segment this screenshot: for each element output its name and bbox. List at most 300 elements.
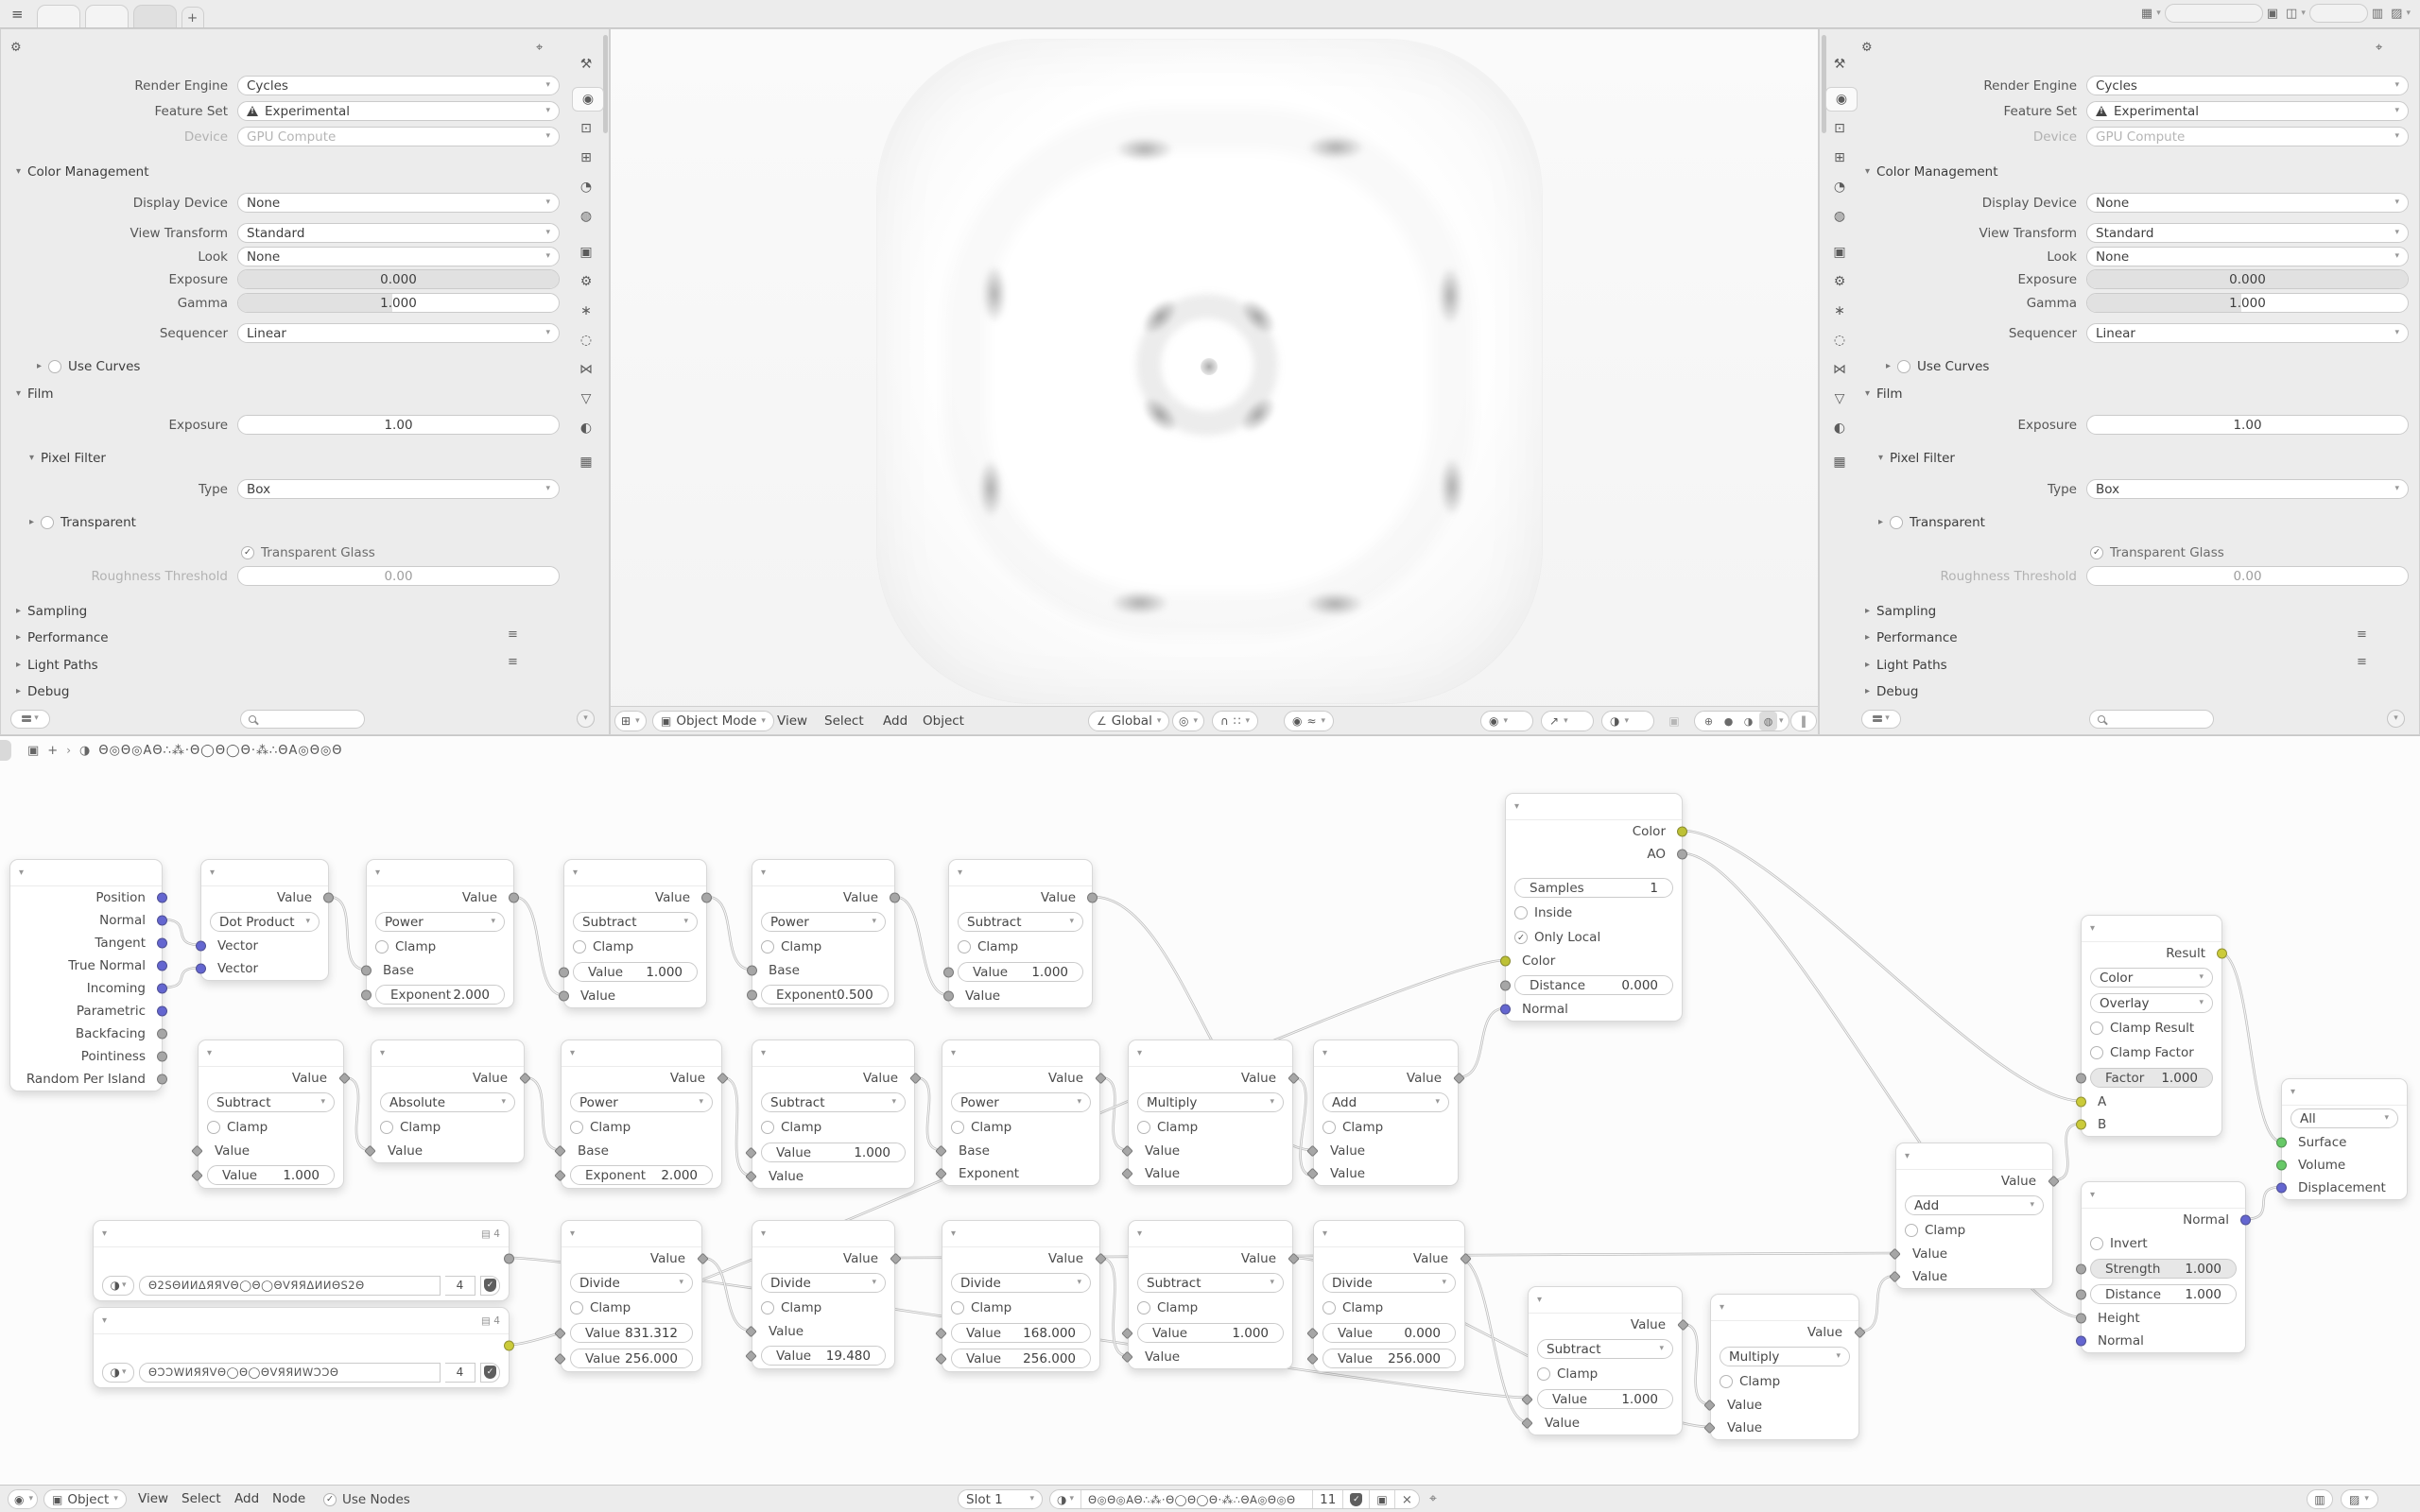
socket-out-value[interactable] [890, 1253, 902, 1265]
props-tab-particles-r[interactable]: ∗ [1834, 303, 1845, 318]
workspace-tab-2[interactable] [85, 5, 129, 27]
node-math-subtract-3[interactable] [198, 1040, 344, 1189]
enum-select-power[interactable]: Power ▾ [761, 912, 886, 932]
node-header-math-subtract-1[interactable] [564, 860, 706, 886]
enum-select-subtract[interactable]: Subtract ▾ [573, 912, 698, 932]
socket-out-backfacing[interactable] [157, 1029, 167, 1040]
section-pixel-filter-r[interactable]: ▾ Pixel Filter [1878, 448, 1955, 469]
socket-in-value[interactable] [745, 1349, 757, 1362]
socket-out-incoming[interactable] [157, 984, 167, 994]
socket-in-value[interactable] [1521, 1393, 1533, 1405]
props-tab-render-l[interactable]: ◉ [572, 87, 604, 112]
socket-in-base[interactable] [935, 1145, 947, 1158]
number-field-value[interactable]: Value 1.000 [207, 1165, 335, 1185]
editor-type-button[interactable]: ⊞ ▾ [614, 711, 647, 731]
number-field-value[interactable]: Value 1.000 [573, 962, 698, 982]
collapse-icon[interactable]: ▾ [375, 867, 381, 878]
enum-select-absolute[interactable]: Absolute ▾ [380, 1092, 515, 1112]
props-tab-particles-l[interactable]: ∗ [580, 303, 592, 318]
socket-in-vector[interactable] [196, 964, 206, 974]
select-display-device-r[interactable]: None ▾ [2086, 193, 2409, 213]
checkbox-clamp[interactable]: Clamp [761, 1300, 821, 1315]
socket-in-value[interactable] [559, 991, 569, 1002]
socket-in-value[interactable] [745, 1146, 757, 1159]
menu-select[interactable]: Select [824, 713, 864, 729]
props-tab-output-l[interactable]: ⊡ [580, 121, 592, 136]
number-field-value[interactable]: Value 1.000 [1537, 1389, 1673, 1409]
socket-in-value[interactable] [1521, 1418, 1533, 1430]
editor-type-button-shader[interactable]: ◉ ▾ [8, 1489, 38, 1509]
enum-select-add[interactable]: Add ▾ [1905, 1195, 2044, 1215]
section-transparent-l[interactable]: ▸ Transparent [29, 512, 136, 533]
socket-in-value[interactable] [1306, 1352, 1319, 1365]
ne-menu-view[interactable]: View [138, 1491, 169, 1506]
socket-in-value[interactable] [191, 1145, 203, 1158]
props-tab-material-r[interactable]: ◐ [1833, 421, 1846, 436]
checkbox-clamp[interactable]: Clamp [375, 939, 436, 954]
number-field-value[interactable]: Value 256.000 [951, 1349, 1091, 1368]
number-field-value[interactable]: Value 831.312 [570, 1323, 693, 1343]
select-display-device-l[interactable]: None ▾ [237, 193, 560, 213]
props-tab-physics-l[interactable]: ◌ [579, 333, 593, 348]
node-math-subtract-5[interactable] [1128, 1220, 1293, 1369]
collapse-icon[interactable]: ▾ [207, 1047, 213, 1058]
section-transparent-r[interactable]: ▸ Transparent [1878, 512, 1985, 533]
collapse-icon[interactable]: ▾ [1137, 1228, 1143, 1239]
collapse-icon[interactable]: ▾ [570, 1047, 576, 1058]
socket-in-vector[interactable] [196, 941, 206, 952]
collapse-icon[interactable]: ▾ [2290, 1086, 2296, 1097]
socket-in-value[interactable] [943, 967, 954, 977]
shading-solid-icon[interactable]: ● [1723, 714, 1734, 728]
search-input-l[interactable] [240, 710, 365, 729]
socket-out-pointiness[interactable] [157, 1052, 167, 1062]
props-tab-world-l[interactable]: ◍ [579, 209, 593, 224]
checkbox-clamp[interactable]: Clamp [761, 1120, 821, 1135]
props-tab-constraints-r[interactable]: ⋈ [1833, 362, 1846, 377]
socket-out-value[interactable] [1288, 1073, 1300, 1085]
visibility-button[interactable]: ◉ ▾ [1480, 711, 1533, 731]
collapse-icon[interactable]: ▾ [570, 1228, 576, 1239]
node-header-math-add-1[interactable] [1314, 1040, 1458, 1067]
remove-view-layer-icon[interactable]: ▥ [2371, 6, 2384, 21]
number-field-value[interactable]: Value 256.000 [570, 1349, 693, 1368]
enum-select-divide[interactable]: Divide ▾ [1322, 1273, 1456, 1293]
checkbox-clamp[interactable]: Clamp [1537, 1366, 1598, 1382]
socket-in-value[interactable] [745, 1171, 757, 1183]
number-field-value[interactable]: Value 1.000 [1137, 1323, 1284, 1343]
material-name-field[interactable]: Θ◎Θ◎AΘ∴⁂·Θ◯Θ◯Θ·⁂∴ΘA◎Θ◎Θ [1088, 1492, 1296, 1506]
node-math-multiply-1[interactable] [1128, 1040, 1293, 1186]
node-ambient-occlusion[interactable] [1505, 793, 1683, 1022]
props-tab-scene-l[interactable]: ◔ [579, 180, 593, 195]
enum-select-multiply[interactable]: Multiply ▾ [1137, 1092, 1284, 1112]
socket-out-color[interactable] [1677, 827, 1687, 837]
socket-out-value[interactable] [1460, 1253, 1472, 1265]
socket-in-value[interactable] [559, 967, 569, 977]
section-performance-r[interactable]: ▸ Performance [1865, 627, 1958, 648]
checkbox-clamp[interactable]: Clamp [1905, 1223, 1965, 1238]
collapse-icon[interactable]: ▾ [102, 1314, 108, 1326]
socket-in-value[interactable] [554, 1327, 566, 1339]
pin-icon-l[interactable]: ⌖ [536, 41, 544, 55]
socket-in-value[interactable] [1121, 1327, 1133, 1339]
socket-in-exponent[interactable] [361, 989, 372, 1000]
select-view-transform-r[interactable]: Standard ▾ [2086, 223, 2409, 243]
node-header-math-divide-3[interactable] [942, 1221, 1099, 1247]
socket-in-value[interactable] [1306, 1327, 1319, 1339]
image-browse-button[interactable] [102, 1363, 134, 1383]
ne-menu-add[interactable]: Add [234, 1491, 260, 1506]
field-roughness-threshold-r[interactable]: 0.00 [2086, 566, 2409, 586]
ne-option-button-2[interactable]: ▨ ▾ [2341, 1489, 2378, 1509]
node-image-texture-1[interactable] [93, 1220, 510, 1301]
socket-in-strength[interactable] [2076, 1263, 2086, 1274]
checkbox-use-curves-l[interactable] [48, 360, 61, 373]
node-header-image-texture-1[interactable] [94, 1221, 509, 1247]
select-type-l[interactable]: Box ▾ [237, 479, 560, 499]
filter-options-button-l[interactable] [10, 710, 50, 729]
socket-in-exponent[interactable] [747, 989, 757, 1000]
section-use-curves-r[interactable]: ▸ Use Curves [1886, 356, 1989, 377]
socket-in-height[interactable] [2076, 1314, 2086, 1324]
collapse-icon[interactable]: ▾ [19, 867, 25, 878]
socket-out-value[interactable] [1854, 1327, 1866, 1339]
socket-out-value[interactable] [519, 1073, 531, 1085]
filter-options-button-r[interactable] [1861, 710, 1901, 729]
socket-out-value[interactable] [701, 893, 712, 903]
checkbox-clamp[interactable]: Clamp [207, 1120, 268, 1135]
node-header-math-subtract-5[interactable] [1129, 1221, 1292, 1247]
props-tab-physics-r[interactable]: ◌ [1833, 333, 1846, 348]
number-field-strength[interactable]: Strength 1.000 [2090, 1259, 2237, 1279]
node-geometry[interactable] [9, 859, 163, 1091]
ne-menu-node[interactable]: Node [272, 1491, 306, 1506]
use-nodes-checkbox[interactable]: ✓ [323, 1493, 337, 1506]
props-tab-tool-l[interactable]: ⚒ [579, 57, 593, 72]
node-header-material-output[interactable] [2282, 1079, 2407, 1106]
select-feature-set-l[interactable]: ! Experimental ▾ [237, 101, 560, 121]
socket-in-value[interactable] [1306, 1145, 1319, 1158]
checkbox-clamp[interactable]: Clamp [1322, 1300, 1383, 1315]
field-exposure-l[interactable]: 1.00 [237, 415, 560, 435]
node-header-mix-color[interactable] [2082, 916, 2221, 942]
socket-in-exponent[interactable] [935, 1168, 947, 1180]
section-pixel-filter-l[interactable]: ▾ Pixel Filter [29, 448, 106, 469]
section-light-paths-r[interactable]: ▸ Light Paths [1865, 655, 1947, 676]
number-field-value[interactable]: Value 168.000 [951, 1323, 1091, 1343]
enum-select-divide[interactable]: Divide ▾ [761, 1273, 886, 1293]
node-header-math-subtract-6[interactable] [1529, 1287, 1682, 1314]
socket-out-value[interactable] [509, 893, 519, 903]
collapse-icon[interactable]: ▾ [210, 867, 216, 878]
enum-select-divide[interactable]: Divide ▾ [570, 1273, 693, 1293]
socket-out-ao[interactable] [1677, 850, 1687, 860]
section-menu-icon-light-paths-l[interactable]: ≡ [508, 655, 518, 669]
slider-gamma-l[interactable]: 1.000 [237, 293, 560, 313]
enum-select-subtract[interactable]: Subtract ▾ [1537, 1339, 1673, 1359]
node-vector-math-dot-product[interactable] [200, 859, 329, 981]
node-math-add-2[interactable] [1895, 1143, 2053, 1289]
socket-in-value[interactable] [191, 1169, 203, 1181]
section-menu-icon-light-paths-r[interactable]: ≡ [2357, 655, 2367, 669]
enum-select-dot-product[interactable]: Dot Product ▾ [210, 912, 320, 932]
number-field-value[interactable]: Value 1.000 [958, 962, 1083, 982]
socket-in-value[interactable] [1703, 1400, 1716, 1412]
overlays-button[interactable]: ◑ ▾ [1601, 711, 1654, 731]
checkbox-clamp[interactable]: Clamp [573, 939, 633, 954]
node-mix-color[interactable] [2081, 915, 2222, 1137]
enum-select-color[interactable]: Color ▾ [2090, 968, 2213, 988]
app-menu-icon[interactable]: ≡ [11, 5, 24, 23]
number-field-value[interactable]: Value 19.480 [761, 1346, 886, 1366]
props-tab-material-l[interactable]: ◐ [579, 421, 593, 436]
region-handle[interactable] [0, 740, 11, 761]
checkbox-clamp[interactable]: Clamp [380, 1120, 441, 1135]
node-header-math-multiply-1[interactable] [1129, 1040, 1292, 1067]
checkbox-transparent-glass-r[interactable]: ✓ [2090, 546, 2103, 559]
select-sequencer-l[interactable]: Linear ▾ [237, 323, 560, 343]
select-device-r[interactable]: GPU Compute ▾ [2086, 127, 2409, 146]
checkbox-transparent-glass-l[interactable]: ✓ [241, 546, 254, 559]
node-header-image-texture-2[interactable] [94, 1308, 509, 1334]
select-feature-set-r[interactable]: ! Experimental ▾ [2086, 101, 2409, 121]
field-exposure-r[interactable]: 1.00 [2086, 415, 2409, 435]
shader-type-select[interactable]: ▣ Object ▾ [43, 1489, 127, 1509]
socket-out-value[interactable] [1095, 1253, 1107, 1265]
enum-select-subtract[interactable]: Subtract ▾ [1137, 1273, 1284, 1293]
node-header-ambient-occlusion[interactable] [1506, 794, 1682, 820]
socket-out-value[interactable] [2048, 1176, 2060, 1188]
menu-object[interactable]: Object [923, 713, 964, 729]
node-header-math-power-4[interactable] [942, 1040, 1099, 1067]
xray-toggle[interactable] [1664, 711, 1685, 731]
collapse-icon[interactable]: ▾ [2090, 922, 2096, 934]
shader-node-editor[interactable] [0, 735, 2420, 1485]
socket-in-color[interactable] [1500, 956, 1511, 967]
checkbox-invert[interactable]: Invert [2090, 1236, 2148, 1251]
collapse-icon[interactable]: ▾ [1137, 1047, 1143, 1058]
checkbox-clamp-factor[interactable]: Clamp Factor [2090, 1045, 2194, 1060]
section-debug-r[interactable]: ▸ Debug [1865, 681, 1918, 702]
section-sampling-l[interactable]: ▸ Sampling [16, 601, 87, 622]
checkbox-clamp[interactable]: Clamp [570, 1120, 631, 1135]
props-tab-view-layer-l[interactable]: ⊞ [580, 150, 592, 165]
select-look-r[interactable]: None ▾ [2086, 247, 2409, 266]
socket-out-value[interactable] [1087, 893, 1098, 903]
node-math-absolute[interactable] [371, 1040, 525, 1163]
node-math-subtract-2[interactable] [948, 859, 1093, 1008]
socket-out-value[interactable] [717, 1073, 729, 1085]
collapse-icon[interactable]: ▾ [1905, 1150, 1910, 1161]
ne-menu-select[interactable]: Select [182, 1491, 221, 1506]
node-math-subtract-6[interactable] [1528, 1286, 1683, 1435]
collapse-icon[interactable]: ▾ [1322, 1047, 1328, 1058]
collapse-icon[interactable]: ▾ [102, 1228, 108, 1239]
node-math-divide-2[interactable] [752, 1220, 895, 1369]
checkbox-transparent-r[interactable] [1890, 516, 1903, 529]
node-math-divide-1[interactable] [561, 1220, 702, 1372]
add-workspace-button[interactable]: + [182, 7, 204, 27]
socket-in-displacement[interactable] [2276, 1183, 2287, 1194]
node-math-power-1[interactable] [366, 859, 514, 1008]
ne-option-button-1[interactable] [2307, 1489, 2333, 1509]
checkbox-clamp[interactable]: Clamp [1137, 1120, 1198, 1135]
use-nodes-toggle[interactable] [323, 1489, 410, 1509]
node-math-divide-4[interactable] [1313, 1220, 1465, 1372]
socket-in-value[interactable] [745, 1326, 757, 1338]
enum-select-all[interactable]: All ▾ [2290, 1108, 2398, 1128]
new-scene-icon[interactable]: ▣ [2266, 6, 2279, 21]
socket-in-value[interactable] [1121, 1351, 1133, 1364]
enum-select-multiply[interactable]: Multiply ▾ [1720, 1347, 1850, 1366]
section-color-management-r[interactable]: ▾ Color Management [1865, 162, 1998, 182]
props-tab-scene-r[interactable]: ◔ [1833, 180, 1846, 195]
copy-material-button[interactable] [1370, 1490, 1393, 1508]
props-tab-modifiers-l[interactable]: ⚙ [579, 274, 593, 289]
viewport-3d[interactable] [610, 28, 1819, 735]
view-layer-selector[interactable]: ◫ ▾ ▥ [2286, 4, 2383, 23]
node-math-add-1[interactable] [1313, 1040, 1459, 1186]
menu-view[interactable]: View [777, 713, 808, 729]
socket-out-value[interactable] [338, 1073, 351, 1085]
node-math-power-3[interactable] [561, 1040, 722, 1189]
search-input-r[interactable] [2089, 710, 2214, 729]
socket-out-value[interactable] [323, 893, 334, 903]
pause-render-button[interactable] [1790, 711, 1817, 731]
section-menu-icon-performance-r[interactable]: ≡ [2357, 627, 2367, 642]
node-header-math-divide-1[interactable] [562, 1221, 701, 1247]
node-header-math-subtract-2[interactable] [949, 860, 1092, 886]
collapse-icon[interactable]: ▾ [1322, 1228, 1328, 1239]
socket-in-b[interactable] [2076, 1120, 2086, 1130]
section-performance-l[interactable]: ▸ Performance [16, 627, 109, 648]
snap-target-button[interactable]: ◎ ▾ [1172, 711, 1204, 731]
section-debug-l[interactable]: ▸ Debug [16, 681, 69, 702]
image-name-field[interactable]: ΘƆƆWИЯЯVΘ◯Θ◯ΘVЯЯИWƆƆΘ [139, 1363, 441, 1383]
props-tab-object-data-r[interactable]: ▽ [1834, 391, 1845, 406]
socket-out-value[interactable] [1453, 1073, 1465, 1085]
number-field-value[interactable]: Value 0.000 [1322, 1323, 1456, 1343]
menu-add[interactable]: Add [883, 713, 908, 729]
socket-out-parametric[interactable] [157, 1006, 167, 1017]
check-transparent-glass-r[interactable]: ✓ Transparent Glass [2090, 542, 2224, 563]
socket-in-value[interactable] [554, 1352, 566, 1365]
mode-select[interactable]: ▣ Object Mode ▾ [652, 711, 774, 731]
enum-select-divide[interactable]: Divide ▾ [951, 1273, 1091, 1293]
checkbox-only-local[interactable]: ✓ Only Local [1514, 930, 1600, 945]
material-browse-button[interactable]: ◑ ▾ [1057, 1492, 1075, 1506]
select-sequencer-r[interactable]: Linear ▾ [2086, 323, 2409, 343]
fake-user-button[interactable] [480, 1276, 500, 1296]
socket-in-base[interactable] [361, 966, 372, 976]
number-field-exponent[interactable]: Exponent 0.500 [761, 985, 889, 1005]
select-render-engine-l[interactable]: Cycles ▾ [237, 76, 560, 95]
number-field-factor[interactable]: Factor 1.000 [2090, 1068, 2213, 1088]
socket-out-value[interactable] [504, 1254, 514, 1264]
enum-select-add[interactable]: Add ▾ [1322, 1092, 1449, 1112]
props-tab-object-r[interactable]: ▣ [1833, 245, 1846, 260]
socket-out-value[interactable] [697, 1253, 709, 1265]
socket-in-a[interactable] [2076, 1097, 2086, 1108]
node-header-math-divide-4[interactable] [1314, 1221, 1464, 1247]
number-field-distance[interactable]: Distance 1.000 [2090, 1284, 2237, 1304]
node-header-bump[interactable] [2082, 1182, 2245, 1209]
node-header-vector-math-dot-product[interactable] [201, 860, 328, 886]
socket-in-value[interactable] [935, 1352, 947, 1365]
props-tab-render-r[interactable]: ◉ [1825, 87, 1858, 112]
props-tab-constraints-l[interactable]: ⋈ [579, 362, 593, 377]
node-header-math-subtract-3[interactable] [199, 1040, 343, 1067]
collapse-icon[interactable]: ▾ [951, 1047, 957, 1058]
props-tab-world-r[interactable]: ◍ [1833, 209, 1846, 224]
node-header-math-subtract-4[interactable] [752, 1040, 914, 1067]
node-math-divide-3[interactable] [942, 1220, 1100, 1372]
node-header-math-power-1[interactable] [367, 860, 513, 886]
image-users-count[interactable]: 4 [445, 1363, 475, 1383]
socket-in-value[interactable] [935, 1327, 947, 1339]
expand-button-r[interactable] [2387, 710, 2405, 728]
socket-in-distance[interactable] [2076, 1289, 2086, 1299]
pin-icon-r[interactable]: ⌖ [2376, 41, 2383, 55]
props-tab-modifiers-r[interactable]: ⚙ [1833, 274, 1846, 289]
section-use-curves-l[interactable]: ▸ Use Curves [37, 356, 140, 377]
socket-out-value[interactable] [1095, 1073, 1107, 1085]
socket-out-tangent[interactable] [157, 938, 167, 949]
enum-select-subtract[interactable]: Subtract ▾ [207, 1092, 335, 1112]
node-material-output[interactable] [2281, 1078, 2408, 1200]
socket-in-value[interactable] [1889, 1271, 1901, 1283]
shading-material-icon[interactable]: ◑ [1743, 714, 1754, 728]
props-tab-texture-l[interactable]: ▦ [579, 455, 593, 470]
socket-out-value[interactable] [1288, 1253, 1300, 1265]
enum-select-subtract[interactable]: Subtract ▾ [958, 912, 1083, 932]
select-look-l[interactable]: None ▾ [237, 247, 560, 266]
checkbox-inside[interactable]: Inside [1514, 905, 1572, 920]
socket-in-value[interactable] [943, 991, 954, 1002]
checkbox-clamp[interactable]: Clamp [958, 939, 1018, 954]
enum-select-power[interactable]: Power ▾ [375, 912, 505, 932]
collapse-icon[interactable]: ▾ [958, 867, 963, 878]
collapse-icon[interactable]: ▾ [761, 1228, 767, 1239]
socket-in-normal[interactable] [1500, 1005, 1511, 1015]
socket-in-value[interactable] [1889, 1248, 1901, 1261]
slider-exposure-l[interactable]: 0.000 [237, 269, 560, 289]
collapse-icon[interactable]: ▾ [761, 1047, 767, 1058]
socket-out-value[interactable] [504, 1341, 514, 1351]
scene-name-field[interactable] [2165, 4, 2263, 23]
section-light-paths-l[interactable]: ▸ Light Paths [16, 655, 98, 676]
props-tab-tool-r[interactable]: ⚒ [1833, 57, 1846, 72]
socket-in-base[interactable] [747, 966, 757, 976]
node-header-math-add-2[interactable] [1896, 1143, 2052, 1170]
socket-in-value[interactable] [364, 1145, 376, 1158]
checkbox-clamp[interactable]: Clamp [951, 1120, 1011, 1135]
socket-in-value[interactable] [1121, 1168, 1133, 1180]
node-header-math-power-3[interactable] [562, 1040, 721, 1067]
socket-out-normal[interactable] [2240, 1215, 2251, 1226]
collapse-icon[interactable]: ▾ [761, 867, 767, 878]
enum-select-power[interactable]: Power ▾ [951, 1092, 1091, 1112]
proportional-editing-button[interactable]: ◉ ≈ ▾ [1284, 711, 1334, 731]
node-math-subtract-4[interactable] [752, 1040, 915, 1189]
select-view-transform-l[interactable]: Standard ▾ [237, 223, 560, 243]
number-field-value[interactable]: Value 256.000 [1322, 1349, 1456, 1368]
checkbox-clamp[interactable]: Clamp [951, 1300, 1011, 1315]
gizmos-button[interactable]: ↗ ▾ [1541, 711, 1594, 731]
props-tab-object-l[interactable]: ▣ [579, 245, 593, 260]
socket-in-value[interactable] [1306, 1168, 1319, 1180]
